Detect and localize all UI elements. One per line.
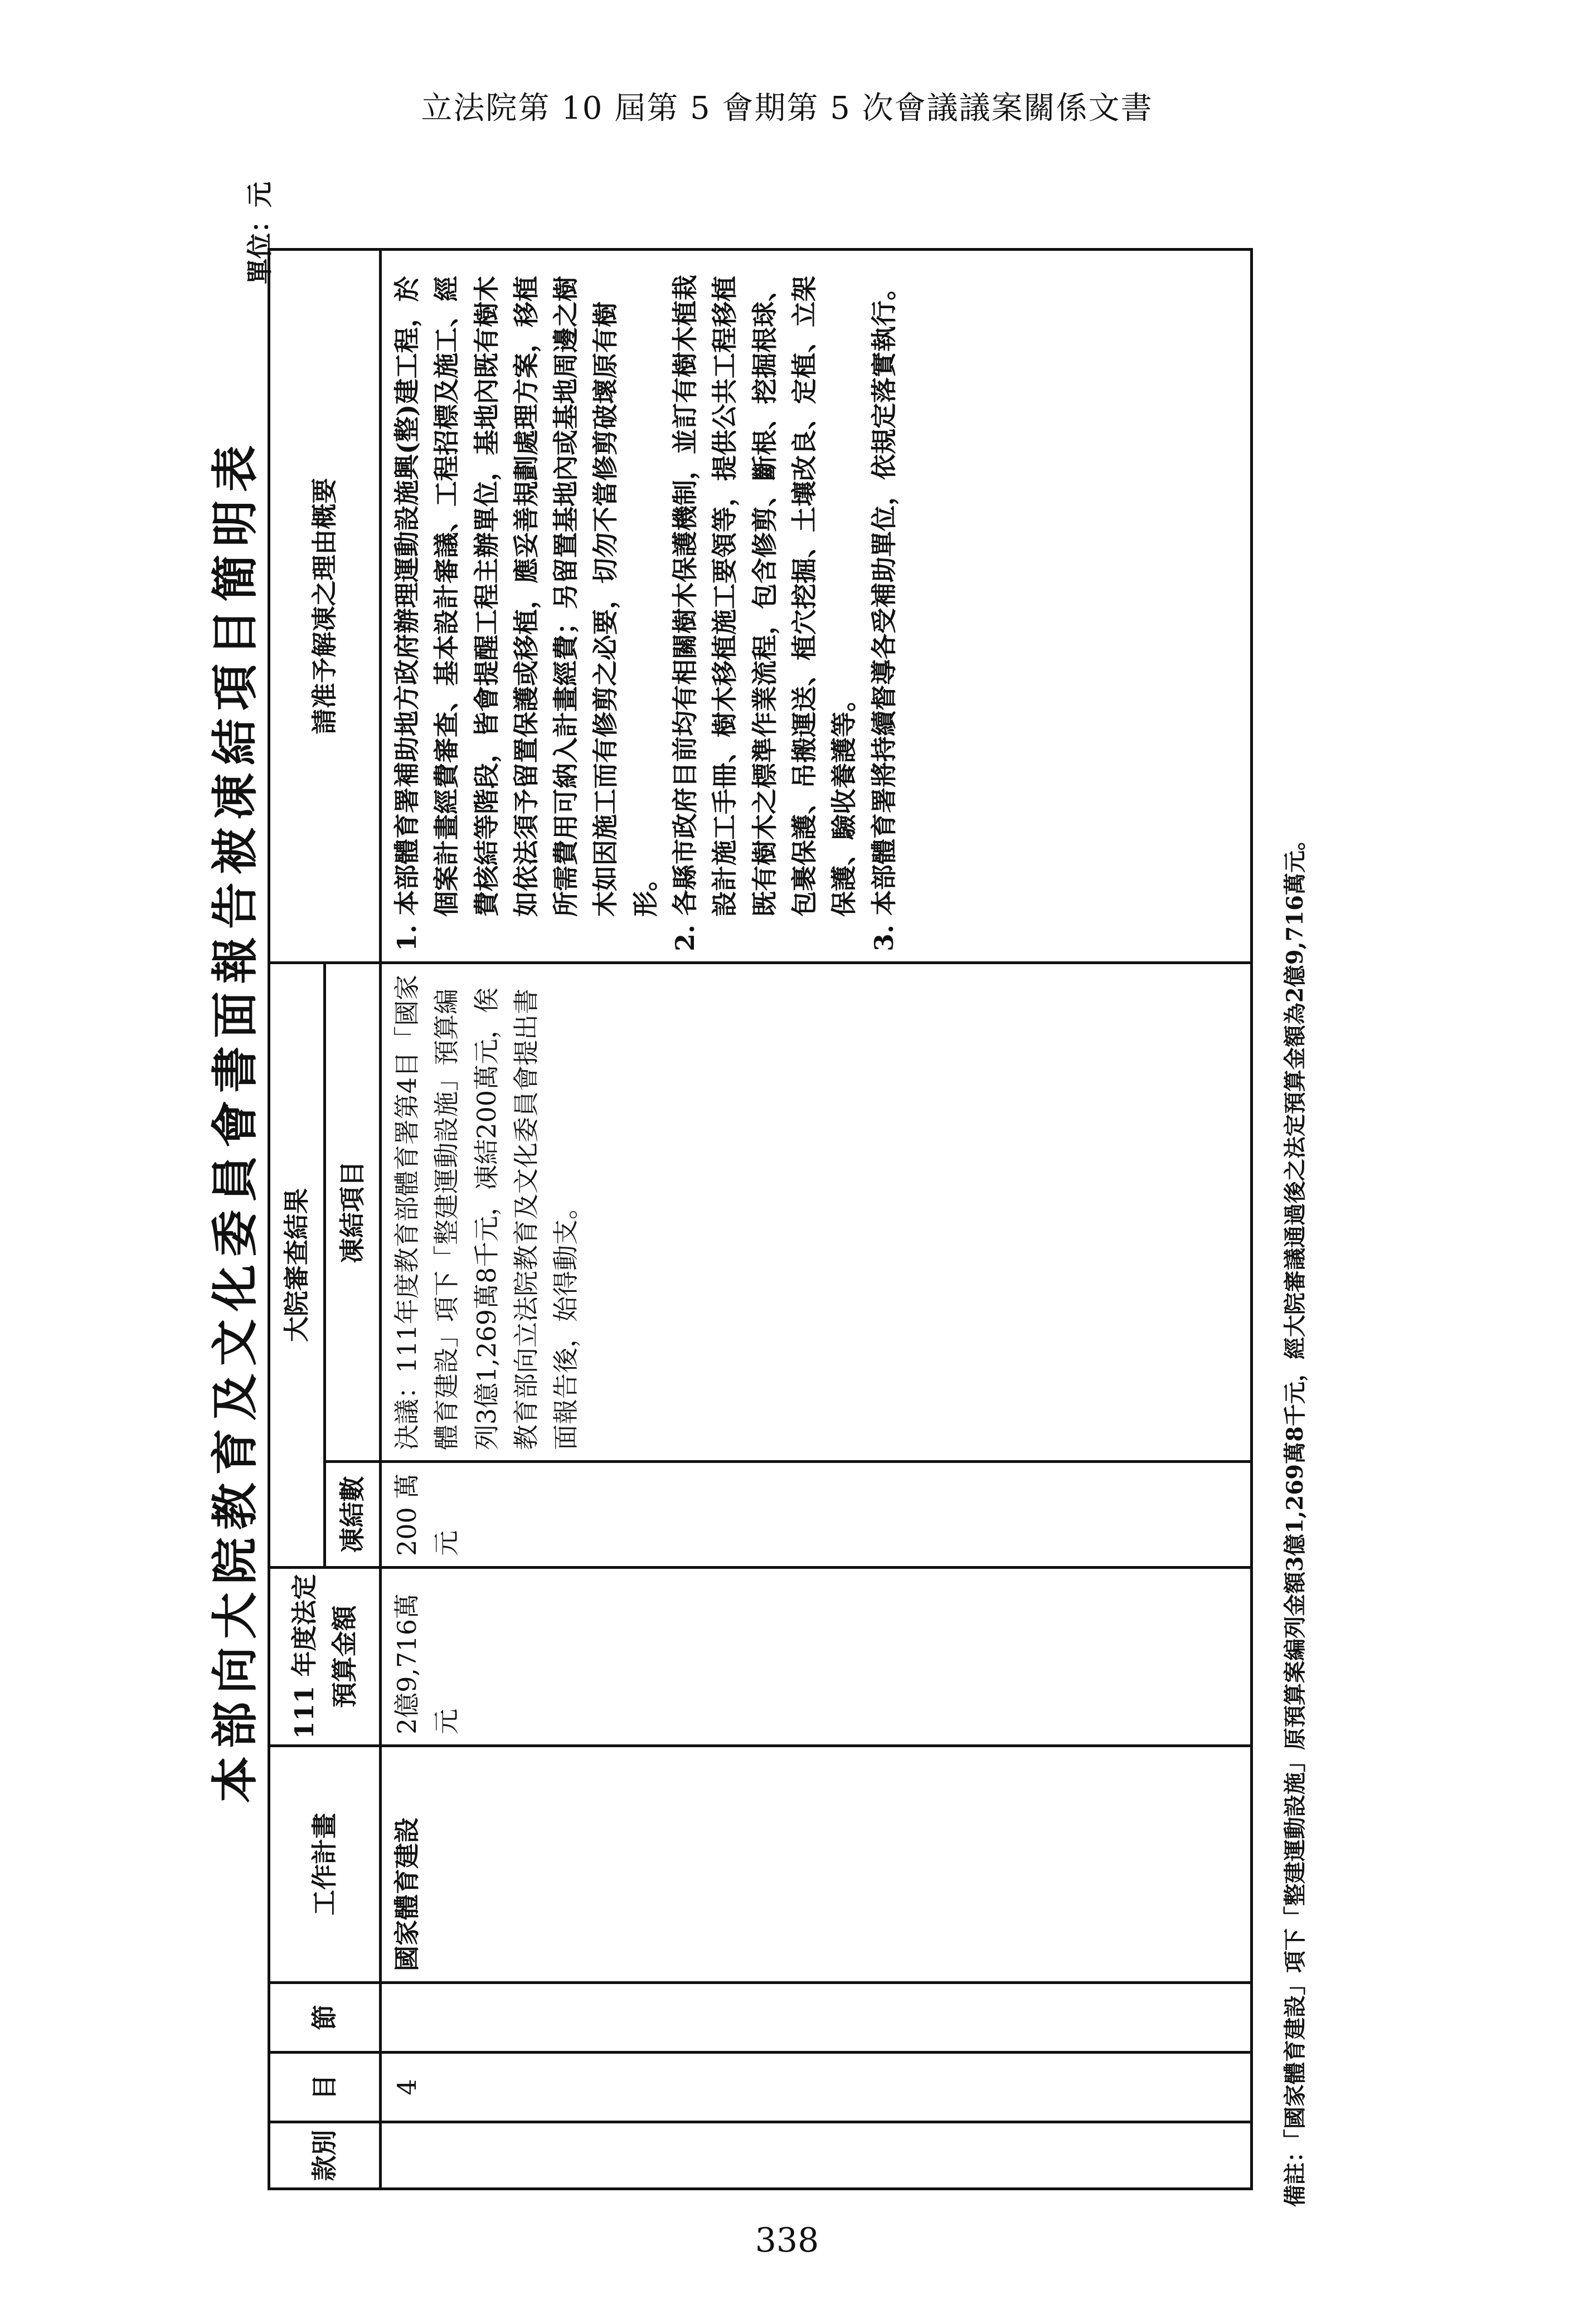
col-jie: 節 (269, 1983, 381, 2053)
col-work-plan: 工作計畫 (269, 1746, 381, 1983)
reason-item-3: 3. 本部體育署將持續督導各受補助單位，依規定落實執行。 (868, 274, 899, 951)
col-mu: 目 (269, 2053, 381, 2122)
cell-frozen-amount: 200 萬元 (381, 1462, 1252, 1568)
page-number: 338 (755, 2221, 819, 2260)
col-kuan: 款別 (269, 2122, 381, 2189)
cell-mu: 4 (381, 2053, 1252, 2122)
col-review-group: 大院審查結果 (269, 963, 325, 1568)
footnote: 備註：「國家體育建設」項下「整建運動設施」原預算案編列金額3億1,269萬8千元，經大院審議通過後之法定預算金額為2億9,716萬元。 (1282, 828, 1308, 2207)
cell-jie (381, 1983, 1252, 2053)
col-budget-top: 111 年度法定 (289, 1574, 320, 1739)
cell-budget: 2億9,716萬元 (381, 1568, 1252, 1746)
cell-work-plan: 國家體育建設 (381, 1746, 1252, 1983)
col-frozen-item: 凍結項目 (325, 963, 381, 1462)
reason-item-2: 2. 各縣市政府目前均有相關樹木保護機制，並訂有樹木植栽設計施工手冊、樹木移植施工要領等，提供公共工程移植既有樹木之標準作業流程，包含修剪、斷根、挖掘根球、包裹保護、吊搬運送、植穴挖掘、土壤改良、定植、立架保護、驗收養護等。 (670, 274, 859, 951)
col-reason: 請准予解凍之理由概要 (269, 250, 381, 963)
rotated-page (0, 84, 1574, 2240)
col-frozen-amount: 凍結數 (325, 1462, 381, 1568)
document-header: 立法院第 10 屆第 5 會期第 5 次會議議案關係文書 (421, 90, 1153, 127)
cell-reason (381, 250, 1252, 963)
col-budget-bottom: 預算金額 (329, 1605, 360, 1708)
page-title: 本部向大院教育及文化委員會書面報告被凍結項目簡明表 (207, 437, 263, 1803)
cell-kuan (381, 2122, 1252, 2189)
unit-label: 單位：元 (245, 182, 275, 284)
reason-item-1: 1. 本部體育署補助地方政府辦理運動設施興(整)建工程，於個案計畫經費審查、基本設計審議、工程招標及施工、經費核結等階段，皆會提醒工程主辦單位，基地內既有樹木如依法須予留置保護或移植，應妥善規劃處理方案，移植所需費用可納入計畫經費；另留置基地內或基地周邊之樹木如因施工而有修剪之必要，切勿不當修剪破壞原有樹形。 (392, 276, 660, 951)
col-budget (269, 1568, 381, 1746)
cell-frozen-item: 決議：111年度教育部體育署第4目「國家體育建設」項下「整建運動設施」預算編列3億1,269萬8千元，凍結200萬元，俟教育部向立法院教育及文化委員會提出書面報告後，始得動支。 (381, 963, 1252, 1462)
frozen-items-table (268, 248, 1253, 2190)
table-row (381, 250, 1252, 2189)
